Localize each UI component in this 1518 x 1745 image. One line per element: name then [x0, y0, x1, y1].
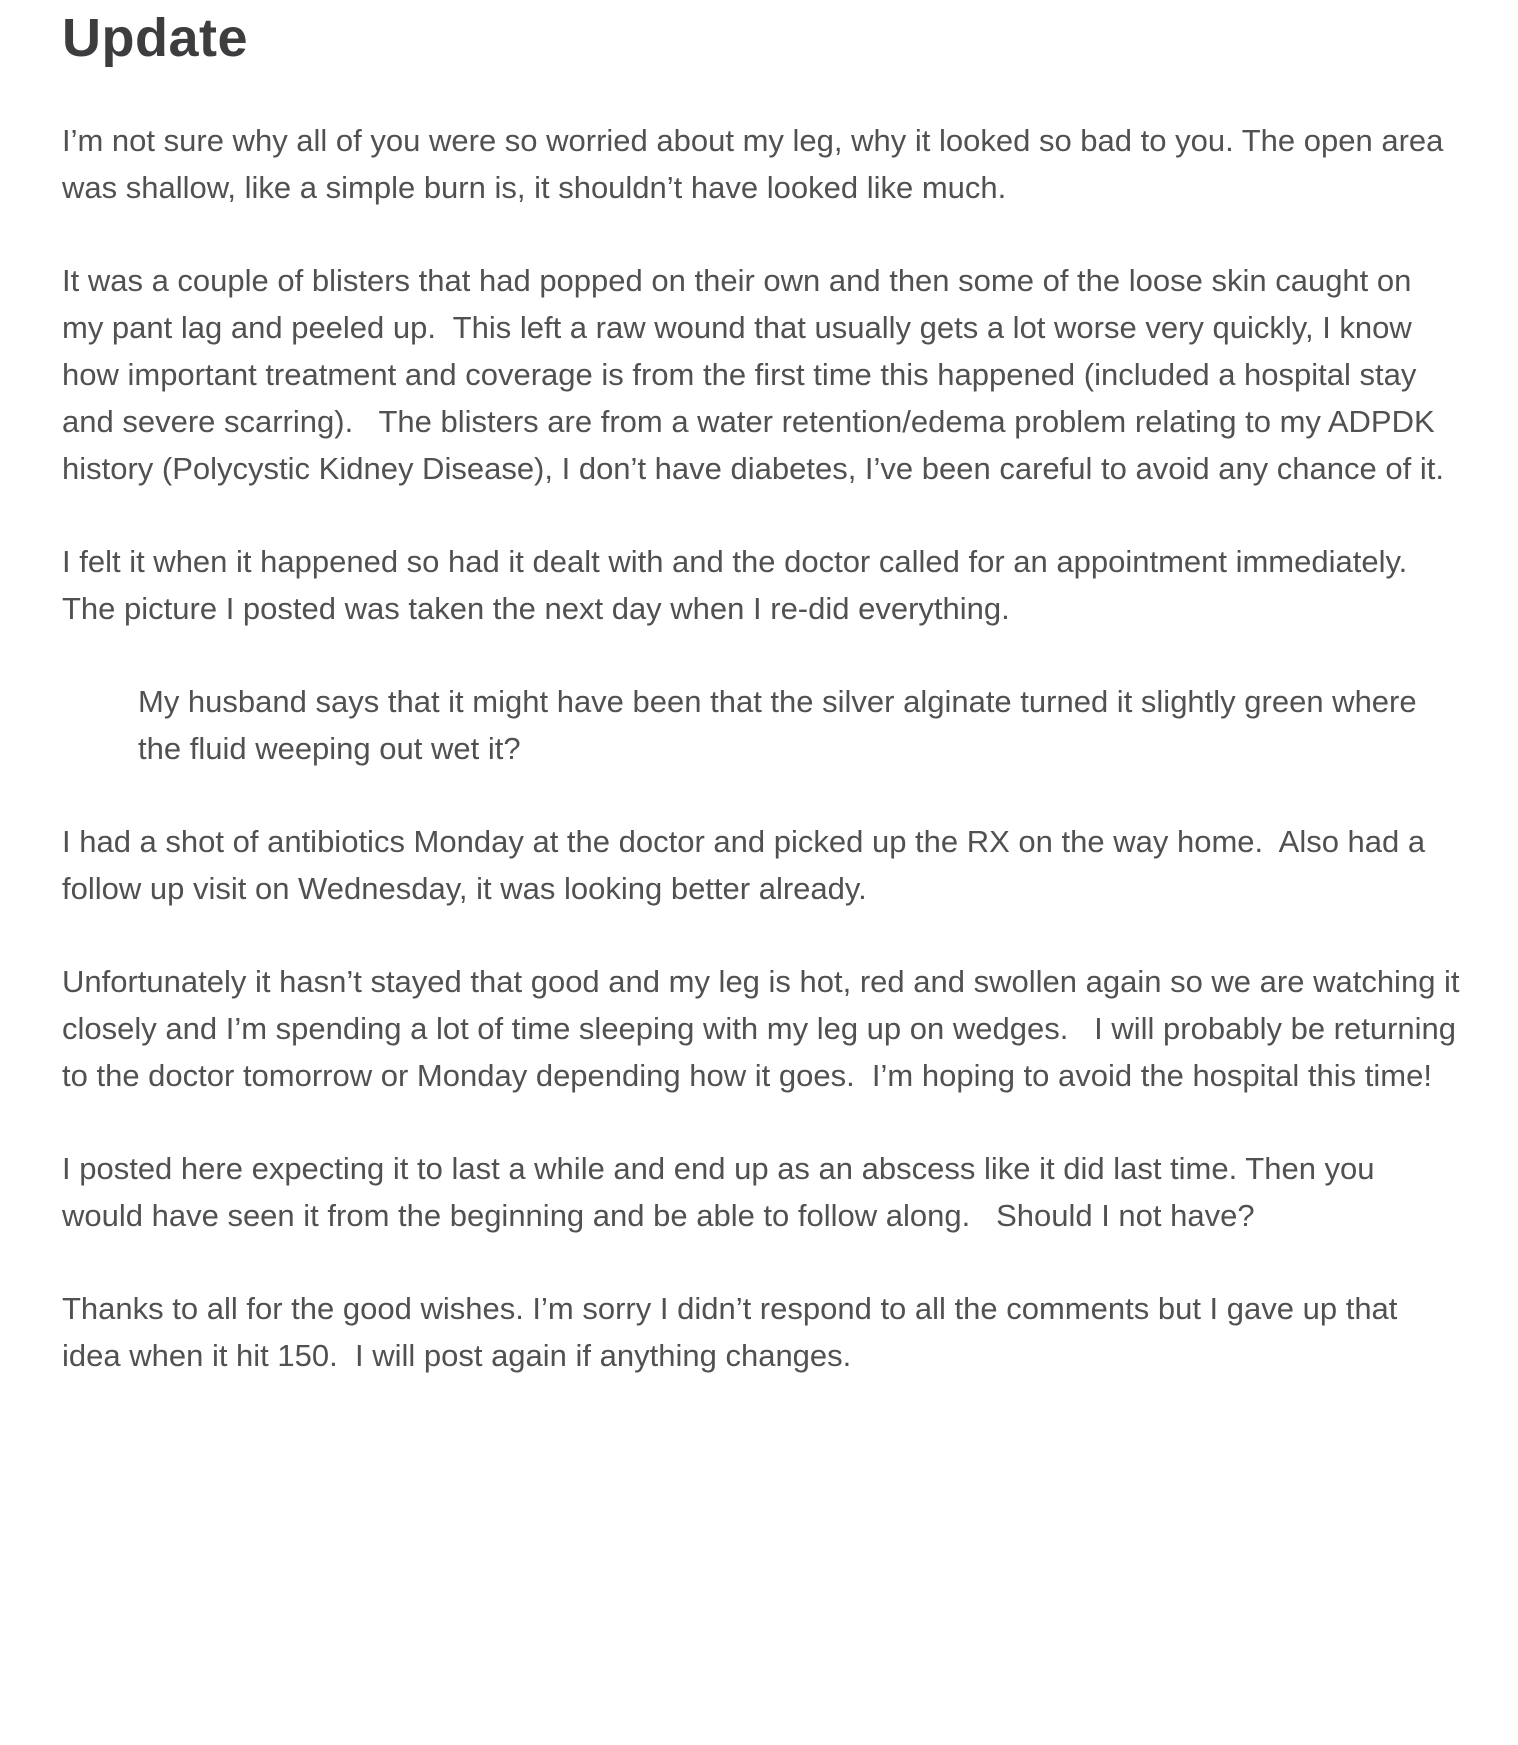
- paragraph-doctor-appointment: I felt it when it happened so had it dealt with and the doctor called for an appointment immediately. The picture I posted was taken the next day when I re-did everything.: [62, 543, 1424, 626]
- paragraph-thanks: Thanks to all for the good wishes. I’m sorry I didn’t respond to all the comments but I gave up that idea when it hit 150. I will post again if anything changes.: [62, 1290, 1407, 1373]
- paragraph-blisters: It was a couple of blisters that had popped on their own and then some of the loose skin caught on my pant lag and peeled up. This left a raw wound that usually gets a lot worse very quickly, I know how important treatment and coverage is from the first time this happened (included a hospital stay and severe scarring). The blisters are from a water retention/edema problem relating to my ADPDK history (Polycystic Kidney Disease), I don’t have diabetes, I’ve been careful to avoid any chance of it.: [62, 262, 1444, 486]
- page-title: Update: [62, 8, 249, 68]
- paragraph-antibiotics: I had a shot of antibiotics Monday at the doctor and picked up the RX on the way home. Also had a follow up visit on Wednesday, it was looking better already.: [62, 823, 1434, 906]
- paragraph-intro: I’m not sure why all of you were so worried about my leg, why it looked so bad to you. The open area was shallow, like a simple burn is, it shouldn’t have looked like much.: [62, 122, 1453, 205]
- paragraph-leg-status: Unfortunately it hasn’t stayed that good and my leg is hot, red and swollen again so we are watching it closely and I’m spending a lot of time sleeping with my leg up on wedges. I will probably be returning to the doctor tomorrow or Monday depending how it goes. I’m hoping to avoid the hospital this time!: [62, 963, 1469, 1093]
- update-post: [62, 6, 1469, 1379]
- quote-paragraph-husband: My husband says that it might have been that the silver alginate turned it slightly green where the fluid weeping out wet it?: [138, 683, 1426, 766]
- paragraph-posted-here: I posted here expecting it to last a while and end up as an abscess like it did last time. Then you would have seen it from the beginning and be able to follow along. Should I not have?: [62, 1150, 1384, 1233]
